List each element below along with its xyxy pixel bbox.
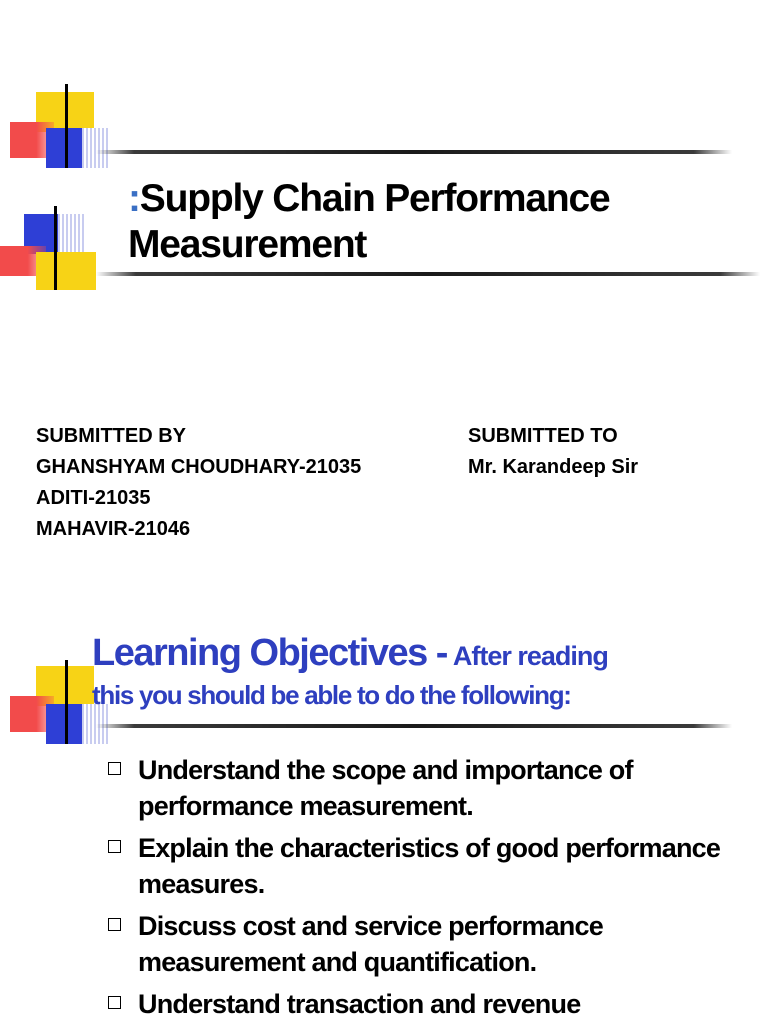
objectives-heading-line-2: this you should be able to do the following: — [92, 680, 571, 710]
checkbox-bullet-icon — [108, 762, 121, 775]
submitted-by-label: SUBMITTED BY — [36, 425, 186, 447]
objective-text: Discuss cost and service performance measurement and quantification. — [138, 911, 603, 977]
divider-title — [96, 272, 760, 276]
list-item — [104, 752, 744, 824]
divider-objectives — [96, 724, 732, 728]
list-item — [104, 986, 744, 1022]
list-item — [104, 908, 744, 980]
objective-text: Understand transaction and revenue — [138, 989, 581, 1019]
objectives-heading-main: Learning Objectives - — [92, 632, 447, 674]
title-colon: : — [128, 177, 140, 220]
title-line-1: Supply Chain Performance — [139, 177, 610, 220]
list-item — [104, 830, 744, 902]
submitted-to-label: SUBMITTED TO — [468, 425, 618, 447]
submitted-to-block — [468, 421, 638, 483]
author-2: ADITI-21035 — [36, 487, 151, 509]
checkbox-bullet-icon — [108, 840, 121, 853]
title-line-2: Measurement — [128, 223, 367, 266]
submitted-to-name: Mr. Karandeep Sir — [468, 456, 639, 478]
objectives-list — [104, 752, 744, 1028]
slide-title — [128, 176, 748, 268]
author-1: GHANSHYAM CHOUDHARY-21035 — [36, 456, 362, 478]
objective-text: Understand the scope and importance of performance measurement. — [138, 755, 633, 821]
objectives-heading-sub: After reading — [452, 641, 608, 671]
author-3: MAHAVIR-21046 — [36, 518, 191, 540]
checkbox-bullet-icon — [108, 918, 121, 931]
objective-text: Explain the characteristics of good performance measures. — [138, 833, 721, 899]
checkbox-bullet-icon — [108, 996, 121, 1009]
divider-top — [96, 150, 732, 154]
objectives-heading — [92, 632, 752, 675]
submitted-by-block — [36, 421, 361, 545]
